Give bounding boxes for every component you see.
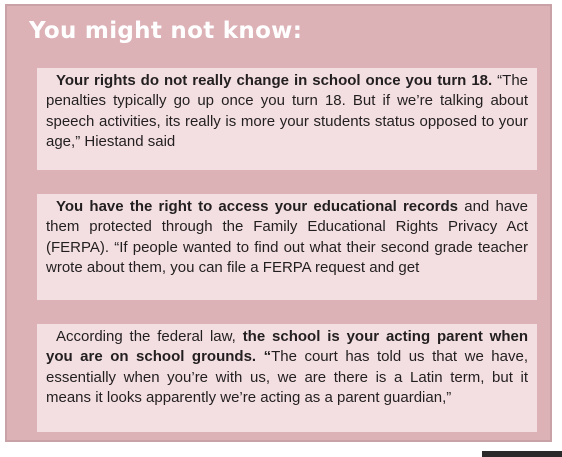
fact-box-rights-at-18 (37, 68, 537, 170)
fact-intro: According the federal law, (56, 328, 236, 345)
fact-body: The court has told us that we have, essentially when you’re with us, we are there is a Latin term, but it means it looks apparently we’re acting as a parent guardian,” (46, 348, 528, 407)
fact-body: and have them protected through the Family Educational Rights Privacy Act (FERPA). “If people wanted to find out what their second grade teacher wrote about them, you can file a FERPA request and get (46, 198, 528, 277)
panel-title: You might not know: (29, 18, 303, 44)
fact-lead-bold: Your rights do not really change in school once you turn 18. (56, 72, 493, 89)
info-panel (5, 4, 552, 442)
fact-lead-bold: You have the right to access your educational records (56, 198, 459, 215)
fact-paragraph (46, 71, 528, 153)
corner-tab (482, 451, 562, 457)
fact-paragraph (46, 327, 528, 409)
fact-box-acting-parent (37, 324, 537, 432)
fact-box-educational-records (37, 194, 537, 300)
fact-paragraph (46, 197, 528, 279)
fact-body: “The penalties typically go up once you turn 18. But if we’re talking about speech activities, its really is more your students status opposed to your age,” Hiestand said (46, 72, 529, 151)
fact-lead-bold: the school is your acting parent when you are on school grounds. “ (46, 328, 528, 366)
